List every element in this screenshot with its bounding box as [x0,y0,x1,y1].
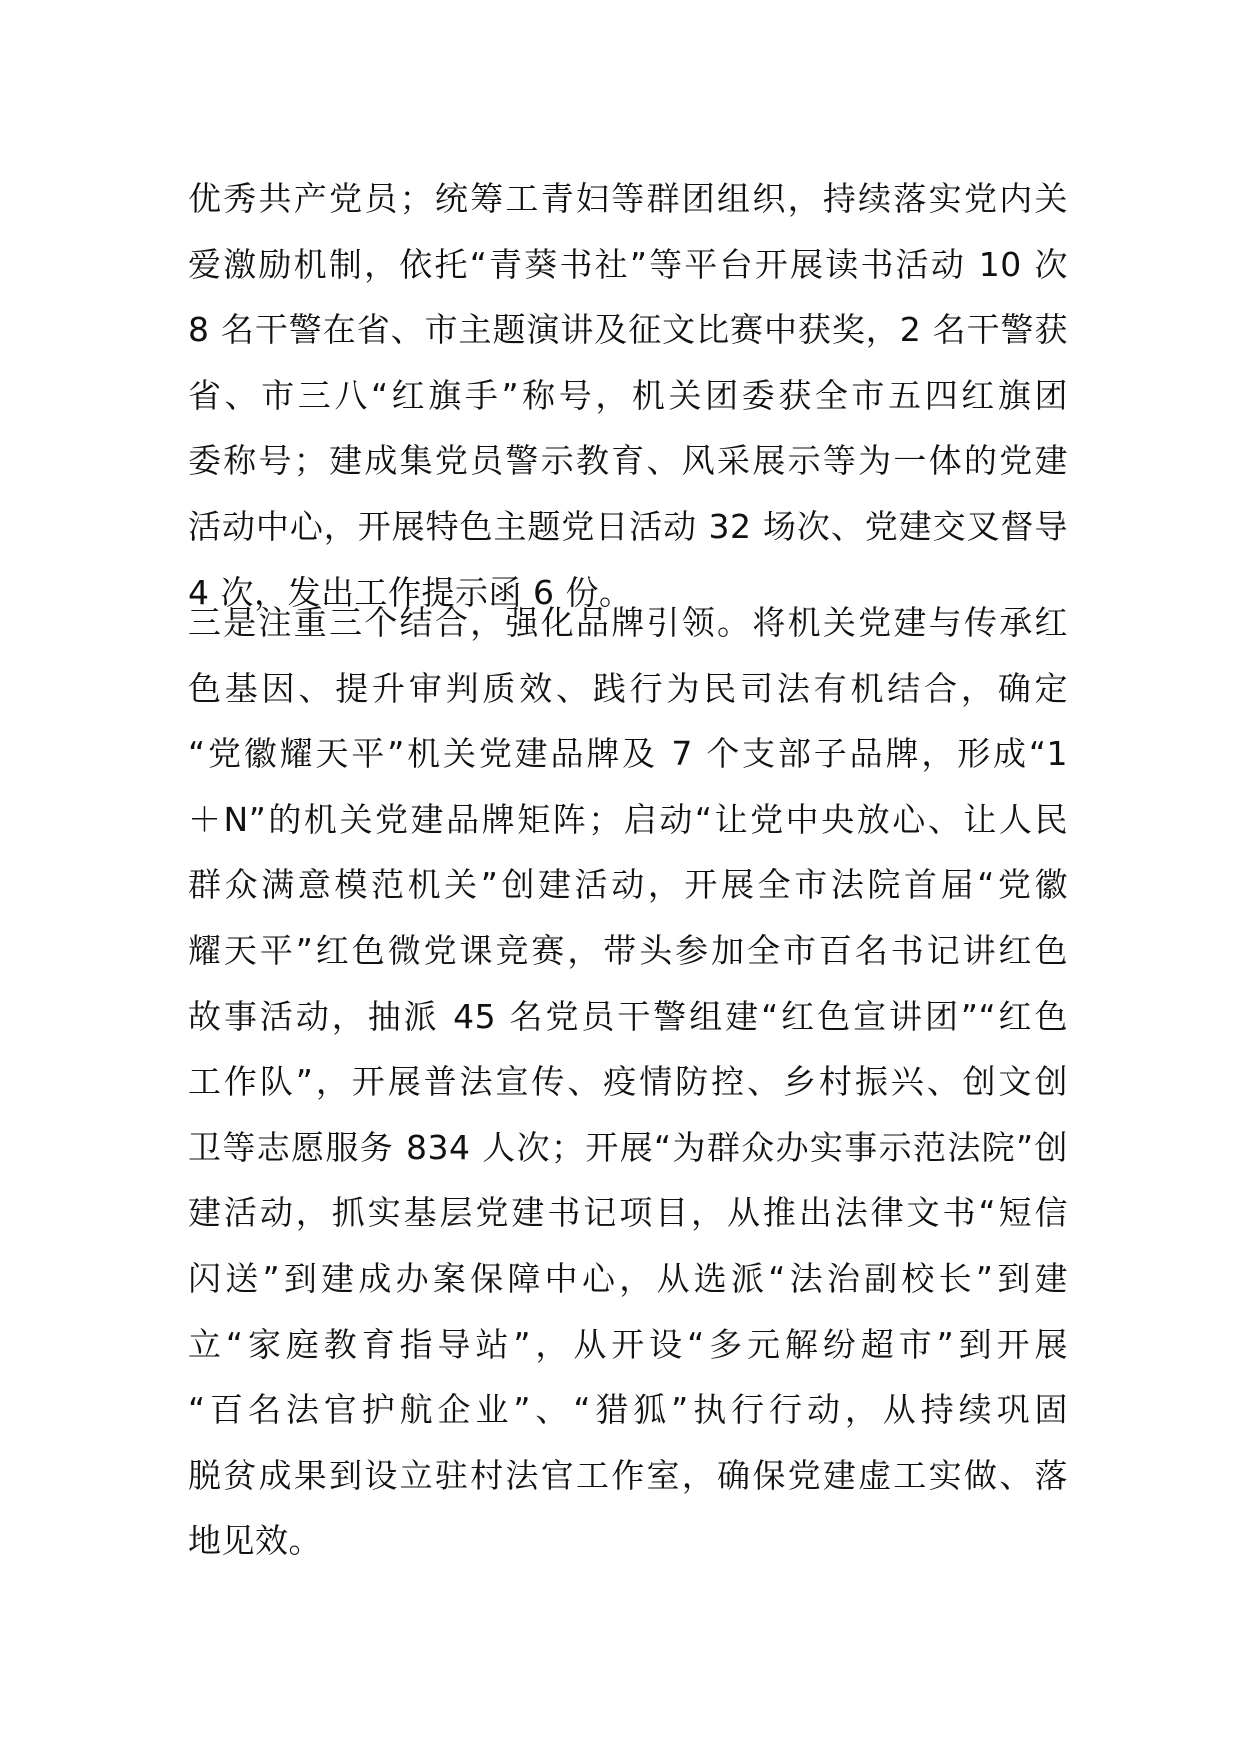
text-line: “党徽耀天平”机关党建品牌及 7 个支部子品牌，形成“1 [188,734,1068,774]
text-line: ＋N”的机关党建品牌矩阵；启动“让党中央放心、让人民 [188,799,1068,839]
text-line: “百名法官护航企业”、“猎狐”执行行动，从持续巩固 [188,1390,1068,1430]
text-line: 省、市三八“红旗手”称号，机关团委获全市五四红旗团 [188,375,1068,415]
text-line: 闪送”到建成办案保障中心，从选派“法治副校长”到建 [188,1258,1068,1298]
text-line: 地见效。 [188,1521,322,1561]
text-line: 建活动，抓实基层党建书记项目，从推出法律文书“短信 [188,1193,1068,1233]
paragraph-party-activities [188,166,1068,625]
text-line: 色基因、提升审判质效、践行为民司法有机结合，确定 [188,668,1068,708]
text-line: 优秀共产党员；统筹工青妇等群团组织，持续落实党内关 [188,179,1068,218]
text-line: 委称号；建成集党员警示教育、风采展示等为一体的党建 [188,441,1068,481]
text-line: 卫等志愿服务 834 人次；开展“为群众办实事示范法院”创 [188,1127,1068,1167]
text-line: 群众满意模范机关”创建活动，开展全市法院首届“党徽 [188,865,1068,905]
text-line: 脱贫成果到设立驻村法官工作室，确保党建虚工实做、落 [188,1455,1068,1495]
text-line: 立“家庭教育指导站”，从开设“多元解纷超市”到开展 [188,1324,1068,1364]
text-line: 耀天平”红色微党课竞赛，带头参加全市百名书记讲红色 [188,930,1068,970]
paragraph-brand-leadership [188,590,1068,1574]
text-line: 三是注重三个结合，强化品牌引领。将机关党建与传承红 [188,603,1068,642]
text-line: 4 次，发出工作提示函 6 份。 [188,572,633,612]
text-line: 工作队”，开展普法宣传、疫情防控、乡村振兴、创文创 [188,1062,1068,1102]
text-line: 活动中心，开展特色主题党日活动 32 场次、党建交叉督导 [188,506,1068,546]
text-line: 8 名干警在省、市主题演讲及征文比赛中获奖，2 名干警获 [188,310,1068,350]
text-line: 爱激励机制，依托“青葵书社”等平台开展读书活动 10 次 [188,244,1068,284]
text-line: 故事活动，抽派 45 名党员干警组建“红色宣讲团”“红色 [188,996,1068,1036]
